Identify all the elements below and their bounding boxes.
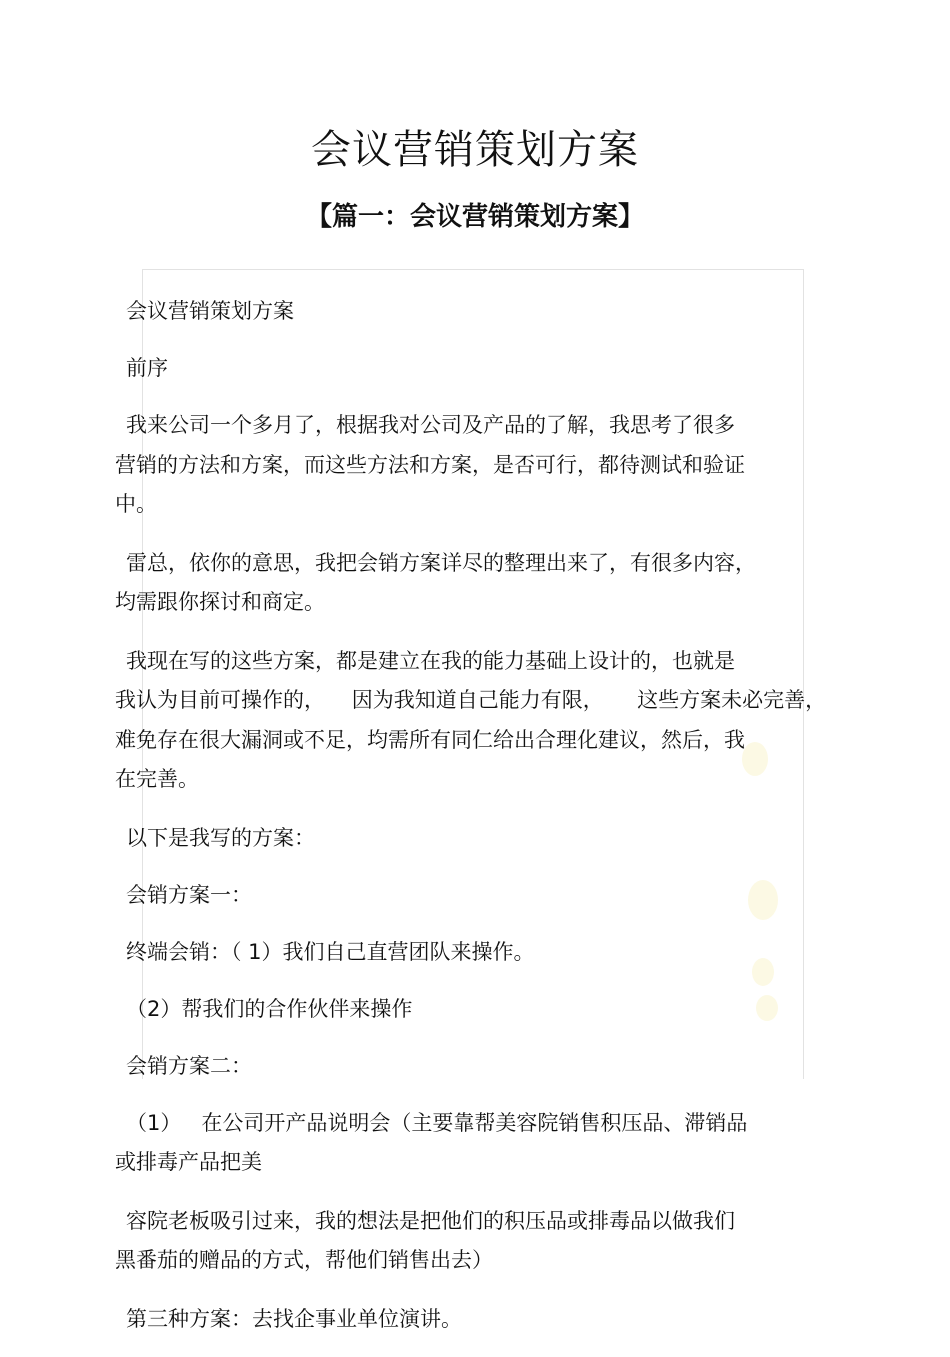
text-line: 会销方案一：	[126, 882, 252, 907]
paragraph	[115, 1202, 815, 1281]
paragraph	[115, 933, 815, 971]
paragraph	[115, 406, 815, 525]
paragraph	[115, 990, 815, 1028]
text-line: 我现在写的这些方案，都是建立在我的能力基础上设计的，也就是	[126, 648, 735, 673]
paragraph	[115, 876, 815, 914]
document-body	[115, 292, 827, 1357]
text-line: 均需跟你探讨和商定。	[115, 590, 325, 614]
text-line: 会议营销策划方案	[126, 299, 294, 323]
paragraph	[115, 349, 815, 387]
text-line: 或排毒产品把美	[115, 1150, 262, 1174]
paragraph	[115, 819, 815, 857]
paragraph	[115, 1047, 815, 1085]
text-line: 黑番茄的赠品的方式，帮他们销售出去）	[115, 1248, 493, 1272]
paragraph	[115, 292, 815, 330]
document-title: 会议营销策划方案	[311, 127, 639, 173]
text-line: 难免存在很大漏洞或不足，均需所有同仁给出合理化建议，然后，我	[115, 727, 745, 752]
text-line: 以下是我写的方案：	[126, 825, 315, 850]
text-line: 会销方案二：	[126, 1053, 252, 1078]
text-line: 我来公司一个多月了，根据我对公司及产品的了解，我思考了很多	[126, 413, 735, 437]
paragraph	[115, 544, 815, 623]
text-line: 营销的方法和方案，而这些方法和方案，是否可行，都待测试和验证	[115, 452, 745, 477]
text-line: （2）帮我们的合作伙伴来操作	[126, 996, 413, 1021]
paragraph	[115, 642, 827, 800]
text-line: 雷总，依你的意思，我把会销方案详尽的整理出来了，有很多内容，	[126, 550, 756, 575]
text-line: 我认为目前可操作的， 因为我知道自己能力有限， 这些方案未必完善，	[115, 688, 827, 712]
text-line: 容院老板吸引过来，我的想法是把他们的积压品或排毒品以做我们	[126, 1208, 735, 1233]
paragraph	[115, 1300, 815, 1338]
text-line: 终端会销：（ 1）我们自己直营团队来操作。	[126, 939, 535, 964]
paragraph	[115, 1104, 815, 1183]
text-line: 在完善。	[115, 767, 199, 791]
text-line: 第三种方案：去找企事业单位演讲。	[126, 1306, 462, 1331]
text-line: （1） 在公司开产品说明会（主要靠帮美容院销售积压品、滞销品	[126, 1110, 748, 1135]
text-line: 前序	[126, 356, 168, 380]
text-line: 中。	[115, 492, 157, 516]
document-subtitle: 【篇一：会议营销策划方案】	[305, 202, 644, 232]
